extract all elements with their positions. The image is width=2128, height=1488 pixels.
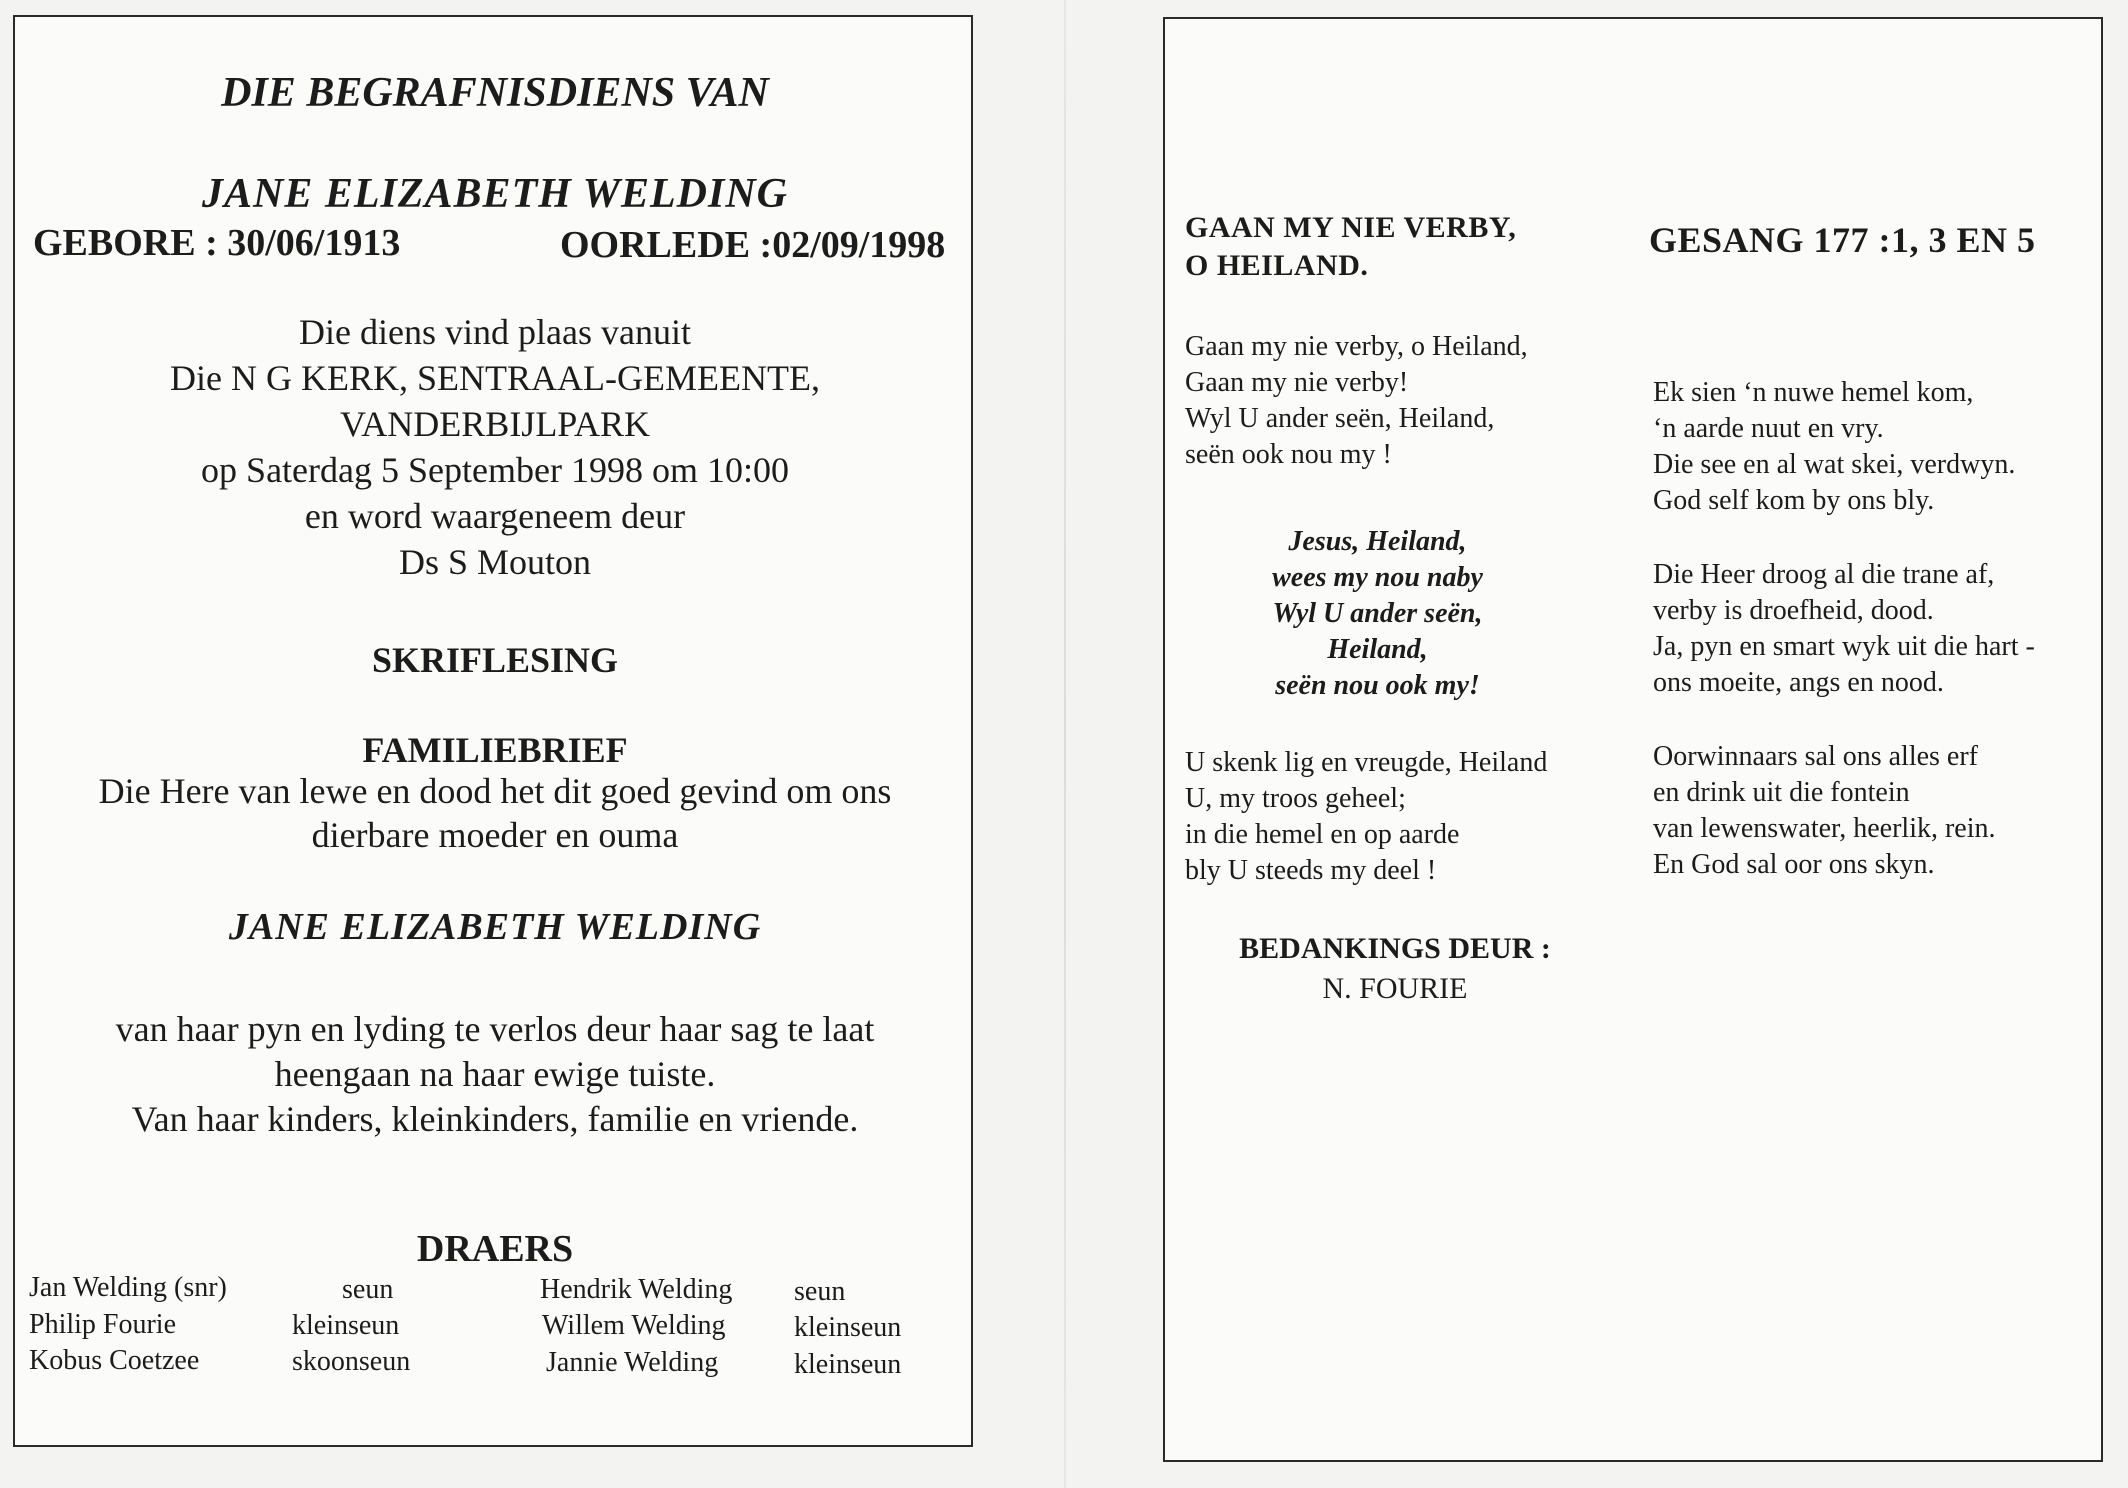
family-letter-line: dierbare moeder en ouma — [311, 815, 679, 855]
service-line: Die N G KERK, SENTRAAL-GEMEENTE, — [170, 358, 820, 398]
service-line: Ds S Mouton — [398, 542, 592, 582]
stanza-line: Ja, pyn en smart wyk uit die hart - — [1653, 631, 2035, 662]
hymn2-title: GESANG 177 :1, 3 EN 5 — [1649, 220, 2036, 260]
hymn1-title-line: O HEILAND. — [1185, 249, 1369, 282]
chorus-line: wees my nou naby — [1272, 562, 1483, 593]
closing-line: van haar pyn en lyding te verlos deur haar sag te laat — [115, 1009, 875, 1049]
right-page — [1163, 17, 2103, 1462]
hymn2-stanza2 — [1653, 557, 2035, 701]
service-line: Die diens vind plaas vanuit — [299, 312, 691, 352]
stanza-line: Ek sien ‘n nuwe hemel kom, — [1653, 377, 1974, 408]
family-letter-text — [15, 769, 975, 857]
service-line: VANDERBIJLPARK — [339, 404, 651, 444]
service-line: op Saterdag 5 September 1998 om 10:00 — [201, 450, 789, 490]
verse-line: in die hemel en op aarde — [1185, 819, 1460, 850]
pallbearer-name: Jannie Welding — [546, 1347, 719, 1378]
service-title: DIE BEGRAFNISDIENS VAN — [221, 70, 769, 116]
service-details — [15, 309, 975, 585]
family-letter-name: JANE ELIZABETH WELDING — [228, 906, 762, 948]
hymn2-stanza1 — [1653, 375, 2015, 519]
stanza-line: ‘n aarde nuut en vry. — [1653, 413, 1884, 444]
stanza-line: verby is droefheid, dood. — [1653, 595, 1934, 626]
chorus-line: seën nou ook my! — [1275, 670, 1480, 701]
service-line: en word waargeneem deur — [304, 496, 686, 536]
pallbearers-heading: DRAERS — [416, 1228, 574, 1270]
death-date: OORLEDE :02/09/1998 — [560, 224, 946, 266]
verse-line: seën ook nou my ! — [1185, 439, 1392, 470]
pallbearer-name: Philip Fourie — [29, 1309, 177, 1340]
hymn1-chorus — [1185, 524, 1570, 704]
verse-line: Gaan my nie verby! — [1185, 367, 1409, 398]
stanza-line: en drink uit die fontein — [1653, 777, 1910, 808]
pallbearer-relation: seun — [794, 1276, 846, 1307]
hymn1-title — [1185, 209, 1516, 285]
chorus-line: Heiland, — [1327, 634, 1428, 665]
birth-date: GEBORE : 30/06/1913 — [33, 222, 401, 264]
thanks-section — [1225, 929, 1565, 1009]
closing-text — [15, 1007, 975, 1142]
pallbearer-name: Jan Welding (snr) — [29, 1272, 227, 1303]
stanza-line: Oorwinnaars sal ons alles erf — [1653, 741, 1979, 772]
hymn1-title-line: GAAN MY NIE VERBY, — [1185, 211, 1517, 244]
family-letter-heading: FAMILIEBRIEF — [362, 730, 628, 770]
pallbearer-relation: kleinseun — [292, 1310, 400, 1341]
stanza-line: Die Heer droog al die trane af, — [1653, 559, 1995, 590]
thanks-name: N. FOURIE — [1322, 972, 1468, 1005]
scripture-heading: SKRIFLESING — [371, 640, 619, 680]
hymn2-stanza3 — [1653, 739, 1996, 883]
hymn1-verse2 — [1185, 745, 1547, 889]
pallbearer-name: Hendrik Welding — [540, 1274, 733, 1305]
pallbearer-relation: kleinseun — [794, 1312, 902, 1343]
closing-line: heengaan na haar ewige tuiste. — [274, 1054, 716, 1094]
family-letter-line: Die Here van lewe en dood het dit goed gevind om ons — [98, 771, 892, 811]
pallbearer-name: Kobus Coetzee — [29, 1345, 200, 1376]
verse-line: U, my troos geheel; — [1185, 783, 1406, 814]
verse-line: U skenk lig en vreugde, Heiland — [1185, 747, 1548, 778]
stanza-line: van lewenswater, heerlik, rein. — [1653, 813, 1996, 844]
stanza-line: ons moeite, angs en nood. — [1653, 667, 1944, 698]
stanza-line: Die see en al wat skei, verdwyn. — [1653, 449, 2016, 480]
verse-line: Wyl U ander seën, Heiland, — [1185, 403, 1495, 434]
pallbearer-name: Willem Welding — [542, 1310, 726, 1341]
hymn1-verse1 — [1185, 329, 1528, 473]
pallbearer-relation: skoonseun — [292, 1346, 411, 1377]
deceased-name: JANE ELIZABETH WELDING — [202, 171, 788, 217]
chorus-line: Jesus, Heiland, — [1288, 526, 1467, 557]
left-page — [13, 15, 973, 1447]
closing-line: Van haar kinders, kleinkinders, familie en vriende. — [131, 1099, 859, 1139]
stanza-line: God self kom by ons bly. — [1653, 485, 1935, 516]
page-fold — [1064, 0, 1066, 1488]
stanza-line: En God sal oor ons skyn. — [1653, 849, 1935, 880]
verse-line: bly U steeds my deel ! — [1185, 855, 1437, 886]
chorus-line: Wyl U ander seën, — [1272, 598, 1483, 629]
thanks-heading: BEDANKINGS DEUR : — [1239, 932, 1551, 965]
pallbearer-relation: kleinseun — [794, 1349, 902, 1380]
pallbearer-relation: seun — [342, 1274, 394, 1305]
verse-line: Gaan my nie verby, o Heiland, — [1185, 331, 1528, 362]
